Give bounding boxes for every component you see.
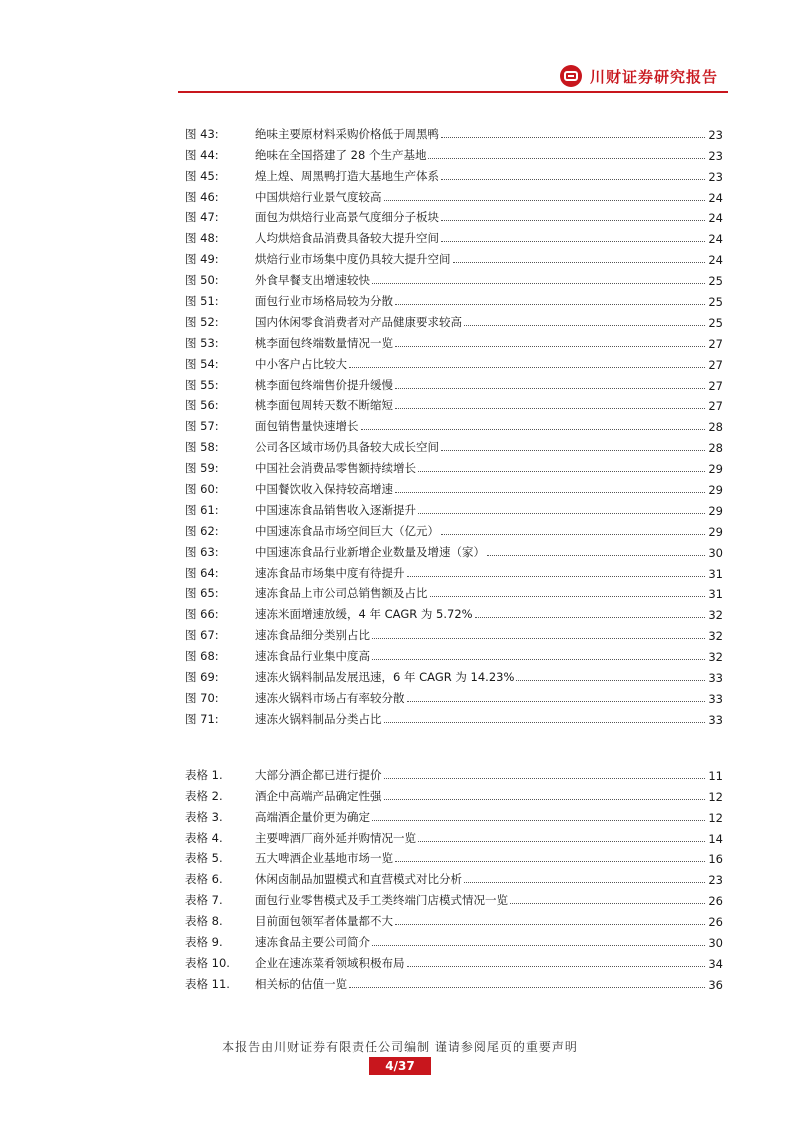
toc-leader-dots [475, 617, 705, 618]
toc-entry-label: 图 57: [185, 419, 219, 434]
toc-entry-title: 休闲卤制品加盟模式和直营模式对比分析 [255, 872, 462, 887]
figure-toc-row[interactable] [185, 706, 723, 727]
toc-entry-page: 33 [708, 671, 723, 686]
toc-entry-page: 14 [708, 831, 723, 846]
toc-entry-title: 桃李面包终端数量情况一览 [255, 335, 393, 350]
toc-entry-title: 中小客户占比较大 [255, 356, 347, 371]
figure-toc-row[interactable] [185, 413, 723, 434]
toc-entry-title: 面包为烘焙行业高景气度细分子板块 [255, 210, 439, 225]
toc-entry-page: 30 [708, 545, 723, 560]
toc-entry-label: 图 56: [185, 398, 219, 413]
toc-entry-page: 23 [708, 127, 723, 142]
toc-entry-title: 高端酒企量价更为确定 [255, 809, 370, 824]
toc-entry-title: 速冻火锅料制品分类占比 [255, 711, 382, 726]
table-toc-row[interactable] [185, 887, 723, 908]
figure-toc-row[interactable] [185, 518, 723, 539]
toc-leader-dots [395, 408, 705, 409]
toc-entry-label: 图 55: [185, 377, 219, 392]
toc-leader-dots [349, 987, 705, 988]
toc-entry-title: 中国烘焙行业景气度较高 [255, 189, 382, 204]
toc-entry-label: 图 58: [185, 440, 219, 455]
toc-entry-title: 外食早餐支出增速较快 [255, 273, 370, 288]
figure-toc-row[interactable] [185, 372, 723, 393]
toc-entry-title: 桃李面包周转天数不断缩短 [255, 398, 393, 413]
toc-entry-label: 图 70: [185, 690, 219, 705]
table-toc-row[interactable] [185, 804, 723, 825]
table-toc-row[interactable] [185, 908, 723, 929]
toc-entry-title: 相关标的估值一览 [255, 976, 347, 991]
toc-entry-label: 图 71: [185, 711, 219, 726]
toc-leader-dots [395, 924, 705, 925]
toc-entry-page: 11 [708, 768, 723, 783]
toc-entry-label: 图 68: [185, 649, 219, 664]
toc-entry-title: 主要啤酒厂商外延并购情况一览 [255, 830, 416, 845]
figure-toc-row[interactable] [185, 685, 723, 706]
toc-entry-page: 24 [708, 211, 723, 226]
toc-leader-dots [384, 200, 706, 201]
toc-entry-title: 烘焙行业市场集中度仍具较大提升空间 [255, 252, 451, 267]
figure-toc-row[interactable] [185, 455, 723, 476]
toc-entry-page: 32 [708, 608, 723, 623]
toc-entry-label: 表格 10. [185, 955, 230, 970]
toc-leader-dots [430, 596, 706, 597]
toc-entry-page: 24 [708, 190, 723, 205]
toc-entry-title: 企业在速冻菜肴领域积极布局 [255, 955, 405, 970]
figure-list [185, 121, 723, 727]
toc-leader-dots [384, 722, 706, 723]
toc-entry-label: 表格 5. [185, 851, 223, 866]
toc-entry-title: 绝味主要原材料采购价格低于周黑鸭 [255, 126, 439, 141]
toc-entry-page: 27 [708, 378, 723, 393]
toc-entry-label: 图 59: [185, 461, 219, 476]
toc-entry-label: 图 60: [185, 482, 219, 497]
toc-entry-page: 29 [708, 462, 723, 477]
brand-name: 川财证券研究报告 [590, 67, 719, 86]
figure-toc-row[interactable] [185, 205, 723, 226]
toc-entry-page: 28 [708, 420, 723, 435]
page-number: 4/37 [369, 1057, 431, 1075]
toc-entry-title: 公司各区域市场仍具备较大成长空间 [255, 440, 439, 455]
table-toc-row[interactable] [185, 866, 723, 887]
figure-toc-row[interactable] [185, 267, 723, 288]
toc-entry-label: 图 47: [185, 210, 219, 225]
toc-entry-label: 表格 2. [185, 788, 223, 803]
figure-toc-row[interactable] [185, 163, 723, 184]
figure-toc-row[interactable] [185, 309, 723, 330]
toc-leader-dots [372, 659, 705, 660]
toc-leader-dots [441, 179, 705, 180]
toc-entry-page: 29 [708, 524, 723, 539]
toc-entry-label: 图 53: [185, 335, 219, 350]
toc-entry-title: 速冻火锅料制品发展迅速，6 年 CAGR 为 14.23% [255, 670, 515, 685]
toc-entry-page: 23 [708, 148, 723, 163]
toc-leader-dots [441, 241, 705, 242]
figure-toc-row[interactable] [185, 497, 723, 518]
header-divider [178, 91, 728, 93]
toc-entry-label: 表格 7. [185, 893, 223, 908]
figure-toc-row[interactable] [185, 121, 723, 142]
toc-entry-page: 31 [708, 587, 723, 602]
toc-entry-label: 表格 6. [185, 872, 223, 887]
toc-leader-dots [407, 966, 706, 967]
toc-entry-page: 32 [708, 650, 723, 665]
toc-entry-label: 表格 1. [185, 767, 223, 782]
toc-leader-dots [453, 262, 706, 263]
toc-entry-page: 25 [708, 315, 723, 330]
report-header [560, 62, 730, 90]
figure-toc-row[interactable] [185, 476, 723, 497]
toc-entry-label: 图 64: [185, 565, 219, 580]
toc-entry-page: 12 [708, 789, 723, 804]
table-toc-row[interactable] [185, 762, 723, 783]
figure-toc-row[interactable] [185, 393, 723, 414]
toc-entry-title: 五大啤酒企业基地市场一览 [255, 851, 393, 866]
toc-entry-title: 目前面包领军者体量都不大 [255, 914, 393, 929]
table-toc-row[interactable] [185, 929, 723, 950]
toc-leader-dots [372, 283, 705, 284]
toc-entry-title: 中国速冻食品销售收入逐渐提升 [255, 502, 416, 517]
figure-toc-row[interactable] [185, 643, 723, 664]
toc-leader-dots [407, 576, 706, 577]
toc-entry-title: 中国社会消费品零售额持续增长 [255, 461, 416, 476]
table-toc-row[interactable] [185, 971, 723, 992]
toc-entry-page: 33 [708, 691, 723, 706]
figure-toc-row[interactable] [185, 664, 723, 685]
toc-entry-page: 29 [708, 503, 723, 518]
toc-entry-label: 图 69: [185, 670, 219, 685]
figure-toc-row[interactable] [185, 581, 723, 602]
toc-leader-dots [395, 492, 705, 493]
table-toc-row[interactable] [185, 783, 723, 804]
toc-entry-label: 图 43: [185, 126, 219, 141]
toc-leader-dots [361, 429, 706, 430]
toc-entry-label: 图 54: [185, 356, 219, 371]
toc-entry-title: 国内休闲零食消费者对产品健康要求较高 [255, 314, 462, 329]
figure-toc-row[interactable] [185, 225, 723, 246]
toc-leader-dots [487, 555, 705, 556]
toc-leader-dots [407, 701, 706, 702]
toc-entry-page: 30 [708, 936, 723, 951]
toc-entry-page: 26 [708, 894, 723, 909]
toc-leader-dots [441, 220, 705, 221]
toc-leader-dots [516, 680, 705, 681]
toc-entry-label: 表格 9. [185, 935, 223, 950]
toc-leader-dots [418, 513, 705, 514]
toc-entry-label: 表格 11. [185, 976, 230, 991]
toc-entry-title: 桃李面包终端售价提升缓慢 [255, 377, 393, 392]
toc-entry-title: 酒企中高端产品确定性强 [255, 788, 382, 803]
toc-leader-dots [395, 388, 705, 389]
figure-toc-row[interactable] [185, 246, 723, 267]
figure-toc-row[interactable] [185, 622, 723, 643]
toc-entry-page: 24 [708, 253, 723, 268]
toc-leader-dots [395, 861, 705, 862]
toc-entry-label: 图 52: [185, 314, 219, 329]
toc-entry-label: 图 67: [185, 628, 219, 643]
figure-toc-row[interactable] [185, 184, 723, 205]
toc-entry-title: 中国速冻食品市场空间巨大（亿元） [255, 523, 439, 538]
toc-leader-dots [372, 638, 705, 639]
toc-entry-page: 25 [708, 295, 723, 310]
figure-toc-row[interactable] [185, 560, 723, 581]
toc-entry-label: 图 45: [185, 168, 219, 183]
toc-entry-title: 速冻食品市场集中度有待提升 [255, 565, 405, 580]
toc-entry-title: 速冻米面增速放缓，4 年 CAGR 为 5.72% [255, 607, 473, 622]
table-toc-row[interactable] [185, 846, 723, 867]
toc-entry-label: 图 48: [185, 231, 219, 246]
toc-leader-dots [372, 945, 705, 946]
toc-entry-page: 23 [708, 873, 723, 888]
toc-entry-label: 图 61: [185, 502, 219, 517]
toc-entry-label: 图 44: [185, 147, 219, 162]
toc-entry-page: 16 [708, 852, 723, 867]
toc-leader-dots [441, 534, 705, 535]
toc-entry-label: 表格 8. [185, 914, 223, 929]
toc-leader-dots [510, 903, 705, 904]
toc-entry-label: 图 65: [185, 586, 219, 601]
toc-entry-page: 28 [708, 441, 723, 456]
toc-entry-page: 31 [708, 566, 723, 581]
toc-leader-dots [384, 778, 706, 779]
toc-entry-page: 33 [708, 712, 723, 727]
toc-entry-page: 29 [708, 483, 723, 498]
toc-leader-dots [441, 137, 705, 138]
toc-entry-page: 24 [708, 232, 723, 247]
toc-entry-title: 中国速冻食品行业新增企业数量及增速（家） [255, 544, 485, 559]
table-toc-row[interactable] [185, 950, 723, 971]
toc-leader-dots [428, 158, 705, 159]
toc-leader-dots [349, 367, 705, 368]
toc-entry-page: 12 [708, 810, 723, 825]
toc-entry-label: 图 50: [185, 273, 219, 288]
footer-disclaimer: 本报告由川财证券有限责任公司编制 谨请参阅尾页的重要声明 [222, 1040, 578, 1054]
toc-leader-dots [464, 325, 705, 326]
toc-entry-page: 23 [708, 169, 723, 184]
toc-entry-title: 面包行业市场格局较为分散 [255, 294, 393, 309]
toc-entry-page: 27 [708, 399, 723, 414]
toc-entry-title: 面包行业零售模式及手工类终端门店模式情况一览 [255, 893, 508, 908]
toc-entry-page: 32 [708, 629, 723, 644]
figure-toc-row[interactable] [185, 351, 723, 372]
table-list [185, 762, 723, 992]
toc-leader-dots [395, 346, 705, 347]
toc-entry-title: 人均烘焙食品消费具备较大提升空间 [255, 231, 439, 246]
toc-entry-label: 图 62: [185, 523, 219, 538]
toc-entry-title: 速冻火锅料市场占有率较分散 [255, 690, 405, 705]
toc-entry-title: 中国餐饮收入保持较高增速 [255, 482, 393, 497]
toc-entry-page: 25 [708, 274, 723, 289]
toc-entry-title: 速冻食品细分类别占比 [255, 628, 370, 643]
figure-toc-row[interactable] [185, 288, 723, 309]
toc-entry-label: 图 46: [185, 189, 219, 204]
toc-entry-label: 表格 3. [185, 809, 223, 824]
figure-toc-row[interactable] [185, 539, 723, 560]
figure-toc-row[interactable] [185, 142, 723, 163]
toc-entry-title: 绝味在全国搭建了 28 个生产基地 [255, 147, 427, 162]
toc-entry-page: 34 [708, 956, 723, 971]
table-toc-row[interactable] [185, 825, 723, 846]
toc-entry-title: 速冻食品上市公司总销售额及占比 [255, 586, 428, 601]
toc-entry-label: 图 51: [185, 294, 219, 309]
toc-entry-label: 图 66: [185, 607, 219, 622]
figure-toc-row[interactable] [185, 434, 723, 455]
toc-entry-title: 速冻食品行业集中度高 [255, 649, 370, 664]
toc-entry-label: 图 49: [185, 252, 219, 267]
toc-leader-dots [372, 820, 705, 821]
figure-toc-row[interactable] [185, 601, 723, 622]
toc-entry-title: 面包销售量快速增长 [255, 419, 359, 434]
toc-entry-title: 煌上煌、周黑鸭打造大基地生产体系 [255, 168, 439, 183]
toc-entry-page: 27 [708, 357, 723, 372]
toc-leader-dots [464, 882, 705, 883]
toc-entry-label: 图 63: [185, 544, 219, 559]
toc-leader-dots [418, 471, 705, 472]
chuancai-logo-icon [560, 65, 582, 87]
toc-leader-dots [441, 450, 705, 451]
toc-entry-label: 表格 4. [185, 830, 223, 845]
figure-toc-row[interactable] [185, 330, 723, 351]
toc-entry-title: 速冻食品主要公司简介 [255, 935, 370, 950]
toc-entry-page: 27 [708, 336, 723, 351]
toc-entry-page: 26 [708, 915, 723, 930]
toc-entry-title: 大部分酒企都已进行提价 [255, 767, 382, 782]
toc-leader-dots [384, 799, 706, 800]
toc-entry-page: 36 [708, 977, 723, 992]
toc-leader-dots [418, 841, 705, 842]
toc-leader-dots [395, 304, 705, 305]
